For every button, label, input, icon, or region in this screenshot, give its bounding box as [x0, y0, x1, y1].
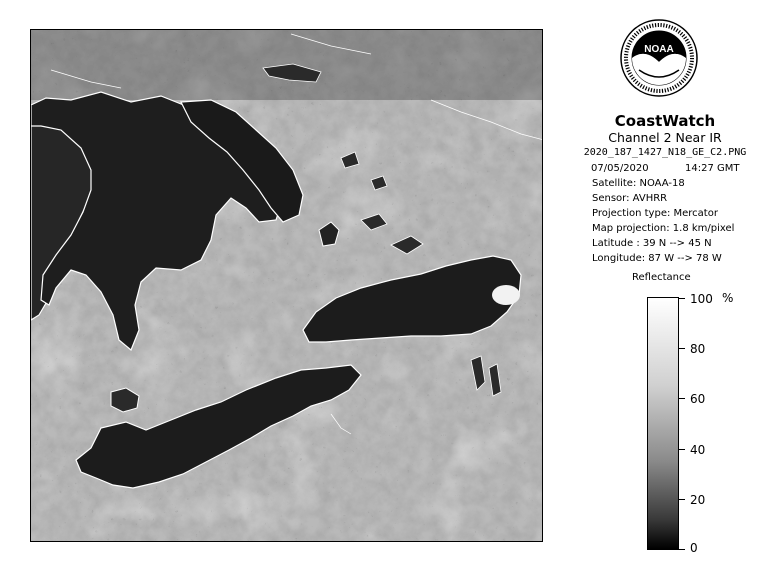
legend-unit: %	[722, 291, 734, 305]
noaa-logo	[619, 18, 699, 98]
legend-title: Reflectance	[632, 272, 691, 283]
channel-label: Channel 2 Near IR	[608, 130, 722, 145]
latitude-range: Latitude : 39 N --> 45 N	[592, 238, 712, 249]
tick-mark	[679, 499, 685, 500]
tick-label: 0	[690, 541, 698, 555]
tick-mark	[679, 348, 685, 349]
title: CoastWatch	[614, 112, 716, 130]
projection-type: Projection type: Mercator	[592, 208, 718, 219]
map-projection: Map projection: 1.8 km/pixel	[592, 223, 735, 234]
tick-label: 40	[690, 443, 706, 457]
tick-mark	[679, 549, 685, 550]
tick-label: 100	[690, 292, 713, 306]
satellite-image	[30, 29, 543, 542]
time: 14:27 GMT	[685, 163, 740, 174]
sensor: Sensor: AVHRR	[592, 193, 668, 204]
logo-text: NOAA	[644, 44, 674, 55]
tick-label: 80	[690, 342, 706, 356]
tick-mark	[679, 298, 685, 299]
tick-mark	[679, 398, 685, 399]
longitude-range: Longitude: 87 W --> 78 W	[592, 253, 722, 264]
tick-label: 20	[690, 493, 706, 507]
reflectance-colorbar	[647, 297, 679, 550]
tick-label: 60	[690, 392, 706, 406]
satellite: Satellite: NOAA-18	[592, 178, 685, 189]
filename: 2020_187_1427_N18_GE_C2.PNG	[583, 147, 747, 158]
tick-mark	[679, 449, 685, 450]
date: 07/05/2020	[591, 163, 649, 174]
